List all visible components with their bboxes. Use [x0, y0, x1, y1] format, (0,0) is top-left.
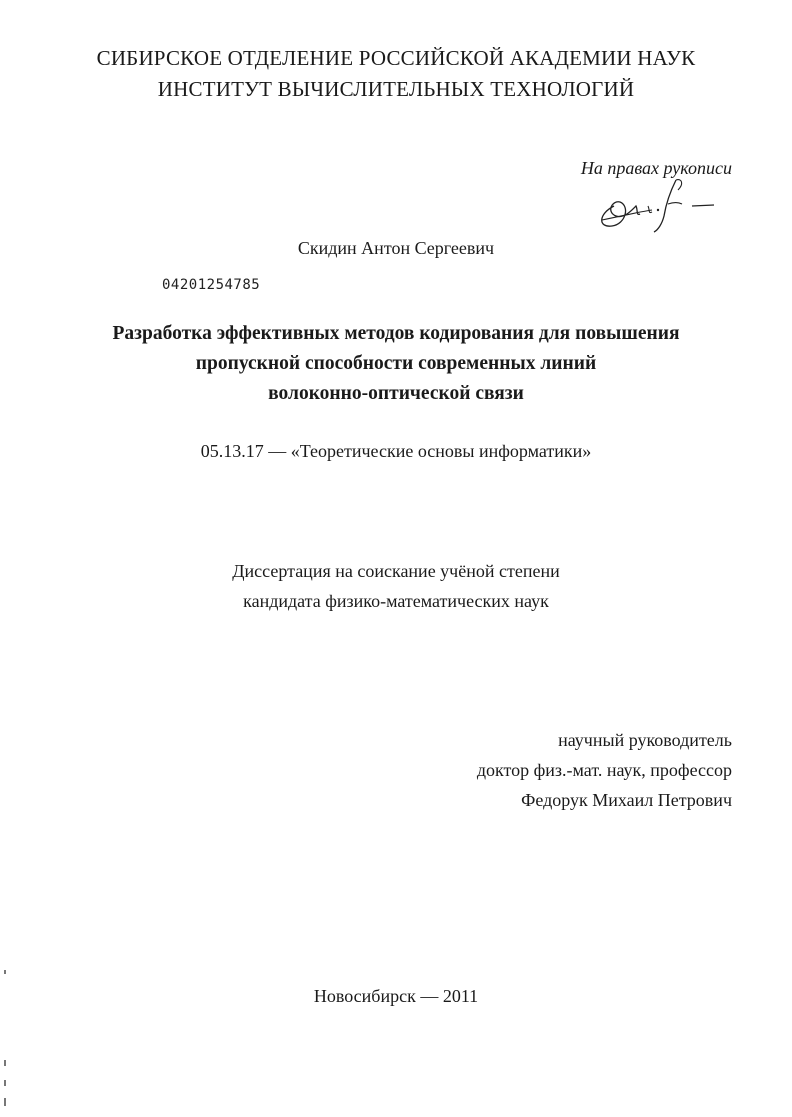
- manuscript-note: На правах рукописи: [580, 158, 732, 178]
- title-line-2: пропускной способности современных линий: [195, 353, 597, 374]
- advisor-role: научный руководитель: [558, 730, 732, 750]
- scan-margin-mark: [4, 1098, 6, 1106]
- document-code: 04201254785: [162, 277, 261, 293]
- degree-line-1: Диссертация на соискание учёной степени: [232, 561, 560, 581]
- scan-margin-mark: [4, 970, 6, 974]
- handwritten-signature: [592, 176, 722, 234]
- scan-margin-mark: [4, 1080, 6, 1086]
- author-name: Скидин Антон Сергеевич: [297, 238, 495, 258]
- advisor-name: Федорук Михаил Петрович: [521, 790, 732, 810]
- degree-line-2: кандидата физико-математических наук: [243, 591, 549, 611]
- advisor-title: доктор физ.-мат. наук, профессор: [476, 760, 732, 780]
- place-year: Новосибирск — 2011: [313, 986, 479, 1006]
- title-line-1: Разработка эффективных методов кодирования для повышения: [112, 323, 680, 344]
- title-line-3: волоконно-оптической связи: [268, 383, 524, 404]
- specialty: 05.13.17 — «Теоретические основы информатики»: [200, 441, 592, 461]
- scan-margin-mark: [4, 1060, 6, 1066]
- org-name-line-2: ИНСТИТУТ ВЫЧИСЛИТЕЛЬНЫХ ТЕХНОЛОГИЙ: [157, 77, 635, 101]
- org-name-line-1: СИБИРСКОЕ ОТДЕЛЕНИЕ РОССИЙСКОЙ АКАДЕМИИ НАУК: [96, 46, 696, 70]
